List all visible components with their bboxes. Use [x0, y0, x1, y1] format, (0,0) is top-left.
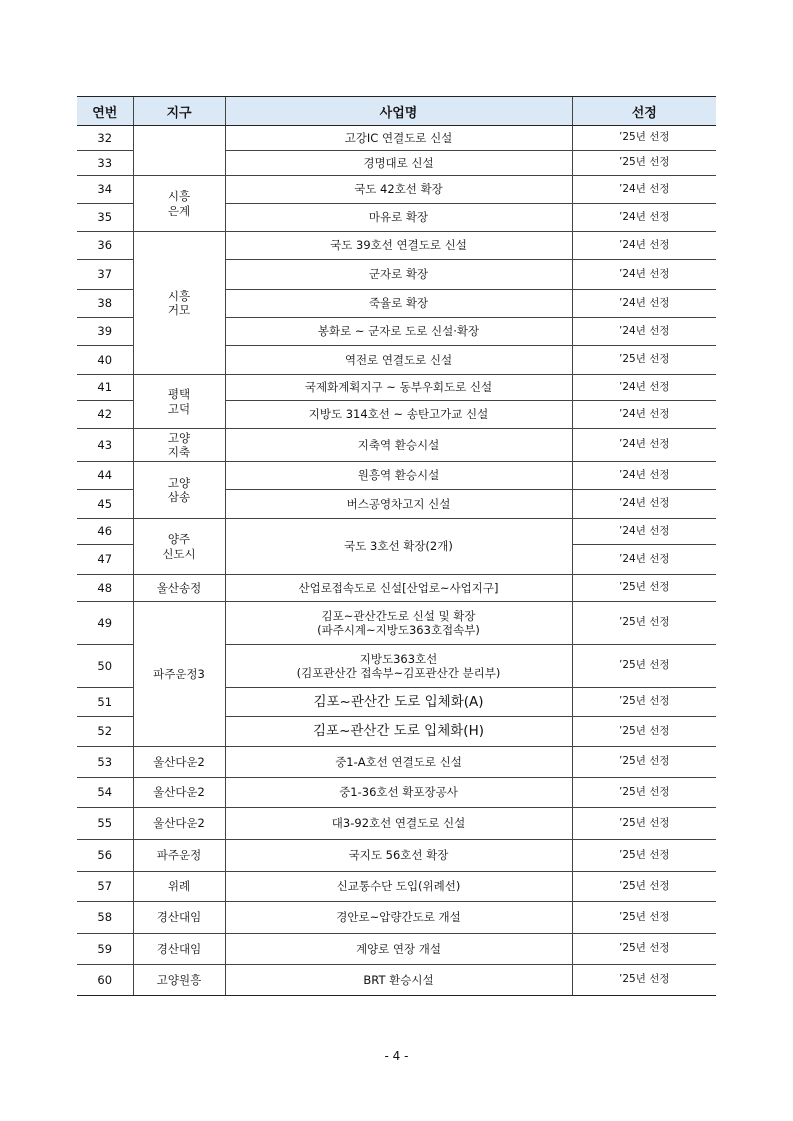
table-body	[77, 126, 716, 996]
project-name-cell: 군자로 확장	[225, 260, 572, 290]
row-number: 46	[77, 519, 133, 545]
selection-cell: ’25년 선정	[572, 747, 716, 778]
project-name-cell: 김포~관산간 도로 입체화(H)	[225, 717, 572, 747]
selection-cell: ’25년 선정	[572, 778, 716, 808]
row-number: 54	[77, 778, 133, 808]
selection-cell: ’24년 선정	[572, 545, 716, 575]
selection-cell: ’25년 선정	[572, 126, 716, 151]
project-name-cell: 죽율로 확장	[225, 290, 572, 318]
district-cell	[133, 126, 225, 176]
selection-cell: ’25년 선정	[572, 902, 716, 934]
project-name-cell: 중1-A호선 연결도로 신설	[225, 747, 572, 778]
row-number: 55	[77, 808, 133, 840]
row-number: 53	[77, 747, 133, 778]
selection-cell: ’25년 선정	[572, 808, 716, 840]
district-cell: 평택 고덕	[133, 375, 225, 429]
row-number: 59	[77, 934, 133, 965]
selection-cell: ’24년 선정	[572, 519, 716, 545]
project-name-cell: 지방도 314호선 ~ 송탄고가교 신설	[225, 401, 572, 429]
selection-cell: ’25년 선정	[572, 965, 716, 996]
row-number: 40	[77, 346, 133, 375]
district-cell: 경산대임	[133, 934, 225, 965]
selection-cell: ’25년 선정	[572, 602, 716, 645]
district-cell: 고양 지축	[133, 429, 225, 462]
row-number: 45	[77, 490, 133, 519]
project-name-cell: 버스공영차고지 신설	[225, 490, 572, 519]
row-number: 58	[77, 902, 133, 934]
district-cell: 울산송정	[133, 575, 225, 602]
selection-cell: ’24년 선정	[572, 232, 716, 260]
project-name-cell: 경안로~압량간도로 개설	[225, 902, 572, 934]
project-name-cell: 대3-92호선 연결도로 신설	[225, 808, 572, 840]
table-row	[77, 462, 716, 490]
selection-cell: ’24년 선정	[572, 429, 716, 462]
selection-cell: ’24년 선정	[572, 290, 716, 318]
district-cell: 파주운정3	[133, 602, 225, 747]
selection-cell: ’24년 선정	[572, 462, 716, 490]
selection-cell: ’25년 선정	[572, 840, 716, 872]
project-name-cell: 국도 42호선 확장	[225, 176, 572, 204]
table-row	[77, 232, 716, 260]
selection-cell: ’24년 선정	[572, 375, 716, 401]
row-number: 37	[77, 260, 133, 290]
project-name-cell: 산업로접속도로 신설[산업로~사업지구]	[225, 575, 572, 602]
selection-cell: ’24년 선정	[572, 204, 716, 232]
table-row	[77, 808, 716, 840]
district-cell: 위례	[133, 872, 225, 902]
table-row	[77, 934, 716, 965]
row-number: 49	[77, 602, 133, 645]
selection-cell: ’25년 선정	[572, 645, 716, 688]
project-name-cell: 김포~관산간 도로 입체화(A)	[225, 688, 572, 717]
table-row	[77, 375, 716, 401]
project-name-cell: 지방도363호선 (김포관산간 접속부~김포관산간 분리부)	[225, 645, 572, 688]
selection-cell: ’25년 선정	[572, 688, 716, 717]
row-number: 35	[77, 204, 133, 232]
row-number: 42	[77, 401, 133, 429]
table-row	[77, 747, 716, 778]
project-name-cell: 중1-36호선 확포장공사	[225, 778, 572, 808]
row-number: 39	[77, 318, 133, 346]
row-number: 38	[77, 290, 133, 318]
row-number: 36	[77, 232, 133, 260]
row-number: 43	[77, 429, 133, 462]
table-row	[77, 126, 716, 151]
district-cell: 시흥 거모	[133, 232, 225, 375]
selection-cell: ’25년 선정	[572, 934, 716, 965]
project-name-cell: 지축역 환승시설	[225, 429, 572, 462]
header-selection: 선정	[572, 97, 716, 126]
table-row	[77, 575, 716, 602]
table-row	[77, 176, 716, 204]
project-name-cell: 신교통수단 도입(위례선)	[225, 872, 572, 902]
table-row	[77, 902, 716, 934]
row-number: 32	[77, 126, 133, 151]
project-name-cell: 김포~관산간도로 신설 및 확장 (파주시계~지방도363호접속부)	[225, 602, 572, 645]
district-cell: 경산대임	[133, 902, 225, 934]
header-number: 연번	[77, 97, 133, 126]
selection-cell: ’24년 선정	[572, 260, 716, 290]
selection-cell: ’25년 선정	[572, 575, 716, 602]
project-name-cell: 국도 3호선 확장(2개)	[225, 519, 572, 575]
project-name-cell: 경명대로 신설	[225, 151, 572, 176]
header-district: 지구	[133, 97, 225, 126]
row-number: 48	[77, 575, 133, 602]
table-row	[77, 840, 716, 872]
selection-cell: ’25년 선정	[572, 346, 716, 375]
selection-cell: ’25년 선정	[572, 872, 716, 902]
row-number: 50	[77, 645, 133, 688]
district-cell: 양주 신도시	[133, 519, 225, 575]
selection-cell: ’25년 선정	[572, 151, 716, 176]
table-row	[77, 602, 716, 645]
project-name-cell: 국도 39호선 연결도로 신설	[225, 232, 572, 260]
table-row	[77, 965, 716, 996]
project-name-cell: 계양로 연장 개설	[225, 934, 572, 965]
project-name-cell: BRT 환승시설	[225, 965, 572, 996]
district-cell: 시흥 은계	[133, 176, 225, 232]
selection-cell: ’25년 선정	[572, 717, 716, 747]
project-name-cell: 마유로 확장	[225, 204, 572, 232]
project-name-cell: 국제화계획지구 ~ 동부우회도로 신설	[225, 375, 572, 401]
selection-cell: ’24년 선정	[572, 318, 716, 346]
project-name-cell: 봉화로 ~ 군자로 도로 신설·확장	[225, 318, 572, 346]
district-cell: 울산다운2	[133, 778, 225, 808]
row-number: 60	[77, 965, 133, 996]
row-number: 33	[77, 151, 133, 176]
header-project-name: 사업명	[225, 97, 572, 126]
selection-cell: ’24년 선정	[572, 401, 716, 429]
row-number: 47	[77, 545, 133, 575]
district-cell: 고양원흥	[133, 965, 225, 996]
project-name-cell: 국지도 56호선 확장	[225, 840, 572, 872]
table-header-row	[77, 97, 716, 126]
table-row	[77, 519, 716, 545]
selection-cell: ’24년 선정	[572, 176, 716, 204]
district-cell: 고양 삼송	[133, 462, 225, 519]
row-number: 52	[77, 717, 133, 747]
row-number: 44	[77, 462, 133, 490]
project-table	[77, 96, 716, 996]
row-number: 41	[77, 375, 133, 401]
row-number: 34	[77, 176, 133, 204]
table-row	[77, 429, 716, 462]
district-cell: 파주운정	[133, 840, 225, 872]
table-row	[77, 872, 716, 902]
district-cell: 울산다운2	[133, 808, 225, 840]
project-name-cell: 원흥역 환승시설	[225, 462, 572, 490]
project-name-cell: 고강IC 연결도로 신설	[225, 126, 572, 151]
selection-cell: ’24년 선정	[572, 490, 716, 519]
row-number: 51	[77, 688, 133, 717]
row-number: 56	[77, 840, 133, 872]
row-number: 57	[77, 872, 133, 902]
table-row	[77, 778, 716, 808]
project-name-cell: 역전로 연결도로 신설	[225, 346, 572, 375]
page-number: - 4 -	[384, 1049, 409, 1063]
district-cell: 울산다운2	[133, 747, 225, 778]
